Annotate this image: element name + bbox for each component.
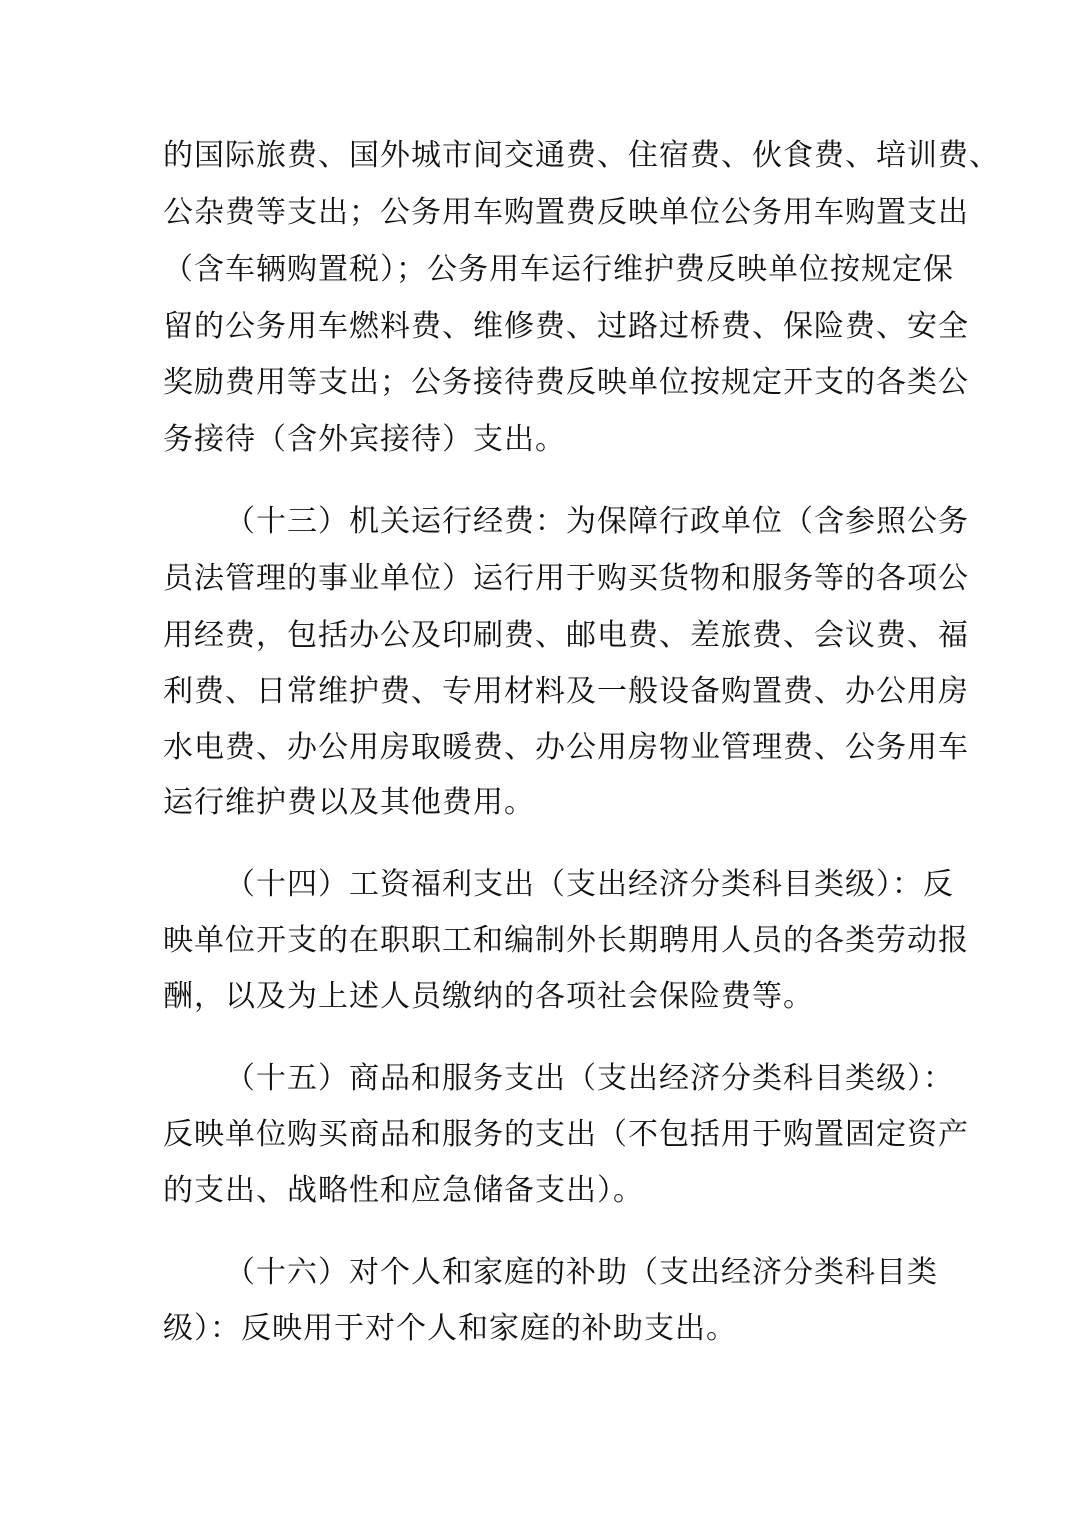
text-line: 映单位开支的在职职工和编制外长期聘用人员的各类劳动报 (163, 923, 969, 958)
text-line: 的支出、战略性和应急储备支出）。 (163, 1173, 644, 1208)
text-line: 公杂费等支出；公务用车购置费反映单位公务用车购置支出 (163, 195, 969, 230)
text-line: 反映单位购买商品和服务的支出（不包括用于购置固定资产 (163, 1117, 969, 1152)
text-line: （十五）商品和服务支出（支出经济分类科目类级）： (225, 1061, 954, 1096)
text-line: 酬，以及为上述人员缴纳的各项社会保险费等。 (163, 979, 814, 1014)
text-line: 水电费、办公用房取暖费、办公用房物业管理费、公务用车 (163, 730, 969, 765)
text-line: 员法管理的事业单位）运行用于购买货物和服务等的各项公 (163, 561, 969, 596)
text-line: 级）：反映用于对个人和家庭的补助支出。 (163, 1311, 737, 1346)
text-line: （十六）对个人和家庭的补助（支出经济分类科目类 (225, 1255, 938, 1290)
text-line: （含车辆购置税）；公务用车运行维护费反映单位按规定保 (163, 252, 954, 287)
text-line: 留的公务用车燃料费、维修费、过路过桥费、保险费、安全 (163, 309, 969, 344)
text-line: 的国际旅费、国外城市间交通费、住宿费、伙食费、培训费、 (163, 138, 1000, 173)
text-line: 利费、日常维护费、专用材料及一般设备购置费、办公用房 (163, 674, 969, 709)
text-line: （十三）机关运行经费：为保障行政单位（含参照公务 (225, 504, 969, 539)
text-line: 奖励费用等支出；公务接待费反映单位按规定开支的各类公 (163, 365, 969, 400)
text-line: 运行维护费以及其他费用。 (163, 785, 535, 820)
text-line: 务接待（含外宾接待）支出。 (163, 422, 566, 457)
text-line: 用经费，包括办公及印刷费、邮电费、差旅费、会议费、福 (163, 618, 969, 653)
text-line: （十四）工资福利支出（支出经济分类科目类级）：反 (225, 867, 954, 902)
